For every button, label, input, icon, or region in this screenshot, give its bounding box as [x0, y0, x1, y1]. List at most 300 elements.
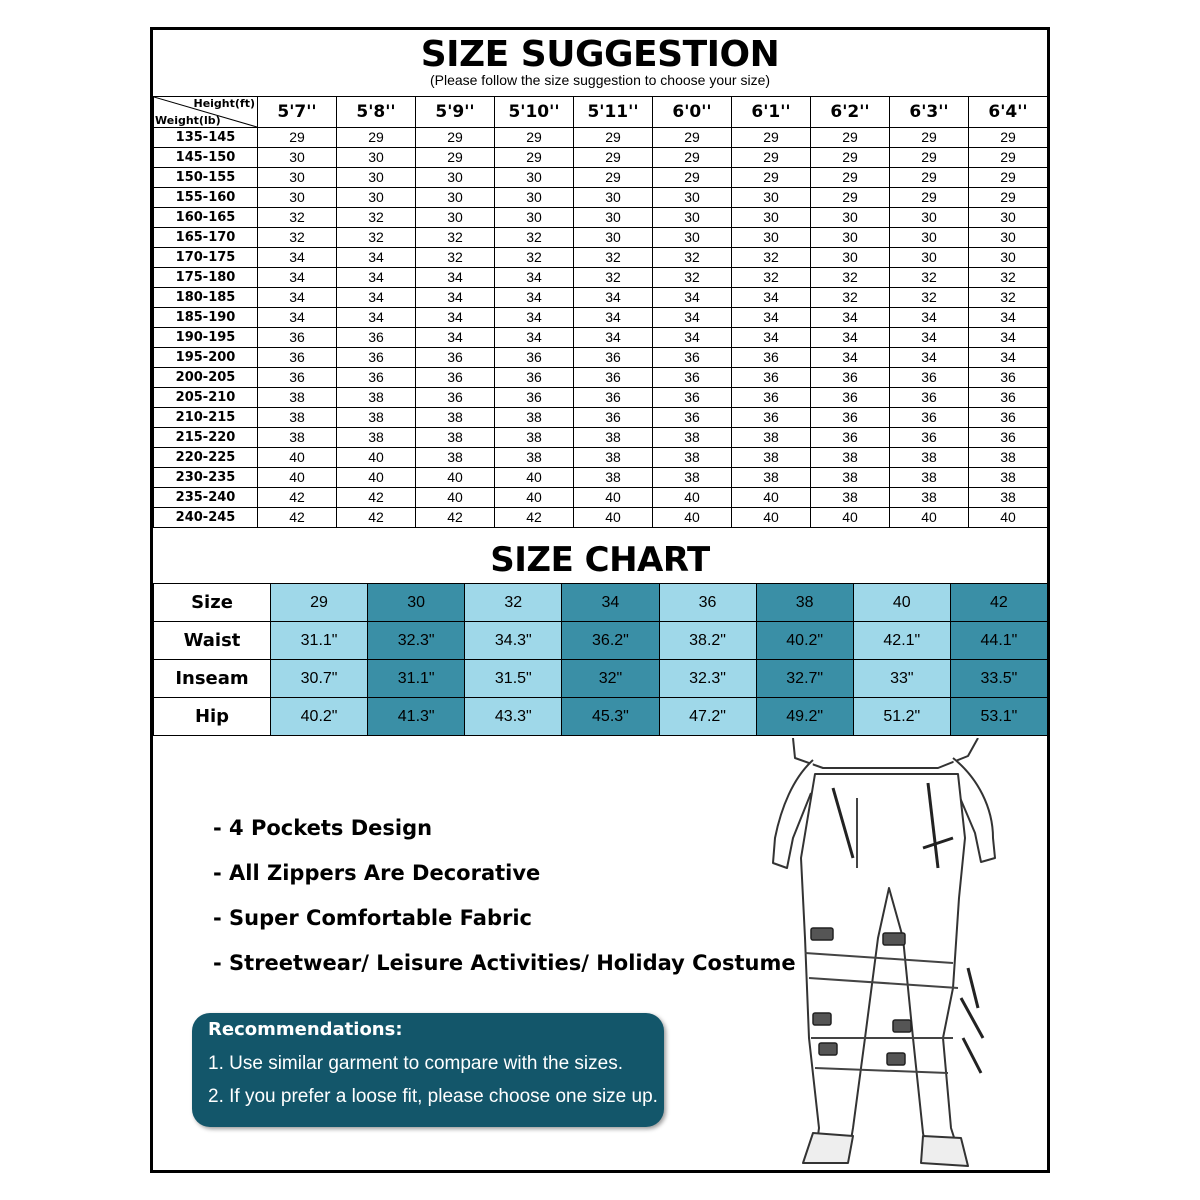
suggested-size-cell: 34 [732, 328, 811, 348]
suggested-size-cell: 36 [811, 428, 890, 448]
suggested-size-cell: 32 [416, 228, 495, 248]
suggested-size-cell: 40 [653, 508, 732, 528]
table-row [154, 428, 1048, 448]
suggested-size-cell: 36 [653, 368, 732, 388]
suggested-size-cell: 38 [732, 468, 811, 488]
chart-row-label: Size [154, 584, 271, 622]
chart-value-cell: 36 [659, 584, 756, 622]
chart-row-label: Waist [154, 622, 271, 660]
size-guide-frame [150, 27, 1050, 1173]
table-row [154, 328, 1048, 348]
suggested-size-cell: 38 [574, 448, 653, 468]
suggested-size-cell: 34 [337, 248, 416, 268]
chart-value-cell: 30 [368, 584, 465, 622]
suggested-size-cell: 30 [574, 208, 653, 228]
chart-value-cell: 33" [853, 660, 950, 698]
table-row [154, 128, 1048, 148]
chart-value-cell: 41.3" [368, 698, 465, 736]
suggested-size-cell: 34 [258, 268, 337, 288]
weight-range-cell: 230-235 [154, 468, 258, 488]
suggested-size-cell: 36 [574, 348, 653, 368]
suggested-size-cell: 42 [337, 488, 416, 508]
suggested-size-cell: 36 [258, 348, 337, 368]
chart-value-cell: 32" [562, 660, 659, 698]
suggested-size-cell: 29 [969, 168, 1048, 188]
table-row [154, 268, 1048, 288]
suggested-size-cell: 40 [258, 468, 337, 488]
table-row [154, 488, 1048, 508]
suggested-size-cell: 36 [495, 368, 574, 388]
suggested-size-cell: 34 [574, 288, 653, 308]
chart-value-cell: 38 [756, 584, 853, 622]
suggested-size-cell: 36 [811, 388, 890, 408]
weight-range-cell: 145-150 [154, 148, 258, 168]
suggested-size-cell: 29 [416, 148, 495, 168]
suggested-size-cell: 32 [337, 228, 416, 248]
weight-range-cell: 150-155 [154, 168, 258, 188]
suggested-size-cell: 34 [890, 348, 969, 368]
suggested-size-cell: 38 [416, 428, 495, 448]
chart-value-cell: 32.7" [756, 660, 853, 698]
suggested-size-cell: 34 [258, 288, 337, 308]
suggested-size-cell: 36 [416, 348, 495, 368]
suggested-size-cell: 30 [969, 248, 1048, 268]
suggested-size-cell: 34 [811, 328, 890, 348]
suggested-size-cell: 29 [890, 148, 969, 168]
chart-value-cell: 31.1" [271, 622, 368, 660]
suggested-size-cell: 36 [969, 428, 1048, 448]
chart-value-cell: 29 [271, 584, 368, 622]
table-row [154, 468, 1048, 488]
suggested-size-cell: 34 [337, 268, 416, 288]
chart-value-cell: 31.1" [368, 660, 465, 698]
feature-list [213, 818, 796, 998]
table-row [154, 188, 1048, 208]
corner-height-label: Height(ft) [193, 97, 255, 110]
suggested-size-cell: 32 [574, 248, 653, 268]
suggested-size-cell: 32 [890, 268, 969, 288]
suggested-size-cell: 34 [732, 308, 811, 328]
suggested-size-cell: 40 [811, 508, 890, 528]
size-suggestion-table [153, 96, 1048, 528]
suggested-size-cell: 38 [258, 428, 337, 448]
suggested-size-cell: 34 [258, 248, 337, 268]
suggested-size-cell: 42 [416, 508, 495, 528]
suggested-size-cell: 29 [811, 188, 890, 208]
table-row [154, 388, 1048, 408]
suggested-size-cell: 30 [416, 188, 495, 208]
chart-row-label: Inseam [154, 660, 271, 698]
suggested-size-cell: 40 [890, 508, 969, 528]
suggested-size-cell: 38 [811, 468, 890, 488]
suggested-size-cell: 34 [495, 328, 574, 348]
suggested-size-cell: 32 [969, 268, 1048, 288]
chart-value-cell: 40.2" [271, 698, 368, 736]
size-chart-table [153, 583, 1048, 736]
suggested-size-cell: 32 [258, 228, 337, 248]
suggested-size-cell: 29 [890, 188, 969, 208]
weight-range-cell: 185-190 [154, 308, 258, 328]
suggested-size-cell: 29 [811, 168, 890, 188]
suggested-size-cell: 30 [890, 208, 969, 228]
chart-value-cell: 38.2" [659, 622, 756, 660]
chart-value-cell: 40 [853, 584, 950, 622]
weight-range-cell: 210-215 [154, 408, 258, 428]
suggested-size-cell: 30 [890, 228, 969, 248]
suggested-size-cell: 29 [574, 148, 653, 168]
size-chart-title: SIZE CHART [490, 540, 710, 580]
suggested-size-cell: 34 [495, 308, 574, 328]
feature-item: - All Zippers Are Decorative [213, 861, 541, 885]
recommendations-box [192, 1013, 664, 1127]
weight-range-cell: 240-245 [154, 508, 258, 528]
height-header-cell: 6'1'' [732, 97, 811, 128]
suggested-size-cell: 38 [969, 468, 1048, 488]
suggested-size-cell: 29 [258, 128, 337, 148]
suggested-size-cell: 30 [574, 228, 653, 248]
suggested-size-cell: 30 [653, 188, 732, 208]
suggested-size-cell: 29 [495, 148, 574, 168]
suggested-size-cell: 40 [969, 508, 1048, 528]
suggested-size-cell: 34 [969, 348, 1048, 368]
suggested-size-cell: 36 [890, 368, 969, 388]
suggested-size-cell: 36 [574, 408, 653, 428]
suggested-size-cell: 30 [337, 188, 416, 208]
suggested-size-cell: 38 [890, 488, 969, 508]
height-header-cell: 5'10'' [495, 97, 574, 128]
chart-value-cell: 51.2" [853, 698, 950, 736]
suggested-size-cell: 36 [653, 388, 732, 408]
suggested-size-cell: 32 [653, 268, 732, 288]
chart-value-cell: 30.7" [271, 660, 368, 698]
suggested-size-cell: 38 [811, 448, 890, 468]
weight-range-cell: 135-145 [154, 128, 258, 148]
suggested-size-cell: 42 [495, 508, 574, 528]
suggested-size-cell: 40 [337, 468, 416, 488]
suggested-size-cell: 38 [337, 428, 416, 448]
suggested-size-cell: 29 [890, 128, 969, 148]
suggested-size-cell: 38 [416, 408, 495, 428]
suggested-size-cell: 29 [969, 188, 1048, 208]
suggested-size-cell: 30 [258, 148, 337, 168]
weight-range-cell: 205-210 [154, 388, 258, 408]
chart-value-cell: 32.3" [659, 660, 756, 698]
suggested-size-cell: 40 [337, 448, 416, 468]
suggested-size-cell: 30 [653, 208, 732, 228]
suggested-size-cell: 29 [574, 128, 653, 148]
chart-value-cell: 32.3" [368, 622, 465, 660]
table-row [154, 508, 1048, 528]
suggested-size-cell: 36 [574, 368, 653, 388]
suggested-size-cell: 32 [732, 268, 811, 288]
suggested-size-cell: 29 [653, 168, 732, 188]
suggested-size-cell: 34 [969, 308, 1048, 328]
suggested-size-cell: 34 [337, 308, 416, 328]
weight-range-cell: 195-200 [154, 348, 258, 368]
suggested-size-cell: 32 [337, 208, 416, 228]
suggested-size-cell: 36 [574, 388, 653, 408]
suggested-size-cell: 38 [495, 428, 574, 448]
suggested-size-cell: 29 [969, 128, 1048, 148]
suggested-size-cell: 29 [337, 128, 416, 148]
suggested-size-cell: 36 [811, 408, 890, 428]
feature-item: - Streetwear/ Leisure Activities/ Holiday Costume [213, 951, 796, 975]
height-header-cell: 6'4'' [969, 97, 1048, 128]
suggested-size-cell: 30 [811, 208, 890, 228]
suggested-size-cell: 29 [732, 148, 811, 168]
suggested-size-cell: 34 [416, 308, 495, 328]
weight-range-cell: 160-165 [154, 208, 258, 228]
suggested-size-cell: 34 [811, 308, 890, 328]
suggested-size-cell: 38 [337, 408, 416, 428]
suggested-size-cell: 34 [811, 348, 890, 368]
chart-value-cell: 43.3" [465, 698, 562, 736]
suggested-size-cell: 32 [416, 248, 495, 268]
suggested-size-cell: 32 [732, 248, 811, 268]
chart-value-cell: 49.2" [756, 698, 853, 736]
suggested-size-cell: 29 [890, 168, 969, 188]
suggested-size-cell: 40 [258, 448, 337, 468]
size-suggestion-subtitle: (Please follow the size suggestion to choose your size) [429, 72, 771, 88]
suggested-size-cell: 36 [890, 388, 969, 408]
suggested-size-cell: 40 [574, 508, 653, 528]
suggested-size-cell: 38 [574, 468, 653, 488]
chart-value-cell: 42.1" [853, 622, 950, 660]
suggested-size-cell: 34 [337, 288, 416, 308]
suggested-size-cell: 34 [890, 308, 969, 328]
suggested-size-cell: 30 [495, 208, 574, 228]
suggested-size-cell: 36 [811, 368, 890, 388]
recommendation-line: 2. If you prefer a loose fit, please choose one size up. [208, 1086, 658, 1107]
height-header-cell: 5'11'' [574, 97, 653, 128]
suggested-size-cell: 30 [969, 208, 1048, 228]
table-row [154, 248, 1048, 268]
feature-item: - Super Comfortable Fabric [213, 906, 532, 930]
suggested-size-cell: 32 [653, 248, 732, 268]
weight-range-cell: 165-170 [154, 228, 258, 248]
chart-row [154, 698, 1048, 736]
suggested-size-cell: 40 [495, 488, 574, 508]
chart-value-cell: 31.5" [465, 660, 562, 698]
size-suggestion-title: SIZE SUGGESTION [420, 34, 780, 75]
weight-range-cell: 215-220 [154, 428, 258, 448]
suggested-size-cell: 38 [732, 428, 811, 448]
suggested-size-cell: 36 [416, 388, 495, 408]
table-row [154, 228, 1048, 248]
height-header-cell: 5'8'' [337, 97, 416, 128]
chart-value-cell: 47.2" [659, 698, 756, 736]
suggested-size-cell: 42 [258, 488, 337, 508]
table-corner-cell [154, 97, 258, 128]
chart-value-cell: 45.3" [562, 698, 659, 736]
suggested-size-cell: 36 [337, 328, 416, 348]
chart-value-cell: 34 [562, 584, 659, 622]
suggested-size-cell: 36 [732, 348, 811, 368]
suggested-size-cell: 30 [258, 168, 337, 188]
suggested-size-cell: 36 [416, 368, 495, 388]
feature-item: - 4 Pockets Design [213, 816, 433, 840]
suggested-size-cell: 38 [574, 428, 653, 448]
suggested-size-cell: 38 [890, 468, 969, 488]
suggested-size-cell: 32 [811, 268, 890, 288]
weight-range-cell: 155-160 [154, 188, 258, 208]
recommendation-line: 1. Use similar garment to compare with the sizes. [208, 1053, 623, 1074]
suggested-size-cell: 30 [732, 208, 811, 228]
suggested-size-cell: 42 [337, 508, 416, 528]
suggested-size-cell: 36 [890, 408, 969, 428]
chart-value-cell: 32 [465, 584, 562, 622]
suggested-size-cell: 36 [732, 408, 811, 428]
height-header-cell: 6'0'' [653, 97, 732, 128]
suggested-size-cell: 38 [890, 448, 969, 468]
suggested-size-cell: 32 [574, 268, 653, 288]
height-header-cell: 5'7'' [258, 97, 337, 128]
suggested-size-cell: 34 [653, 308, 732, 328]
suggested-size-cell: 29 [416, 128, 495, 148]
chart-value-cell: 33.5" [950, 660, 1047, 698]
suggested-size-cell: 40 [732, 488, 811, 508]
suggested-size-cell: 29 [653, 148, 732, 168]
table-row [154, 288, 1048, 308]
suggested-size-cell: 29 [732, 168, 811, 188]
suggested-size-cell: 32 [811, 288, 890, 308]
height-header-cell: 6'2'' [811, 97, 890, 128]
suggested-size-cell: 29 [811, 128, 890, 148]
chart-row-label: Hip [154, 698, 271, 736]
suggested-size-cell: 36 [969, 408, 1048, 428]
table-row [154, 148, 1048, 168]
suggested-size-cell: 34 [653, 288, 732, 308]
suggested-size-cell: 30 [495, 168, 574, 188]
suggested-size-cell: 30 [416, 168, 495, 188]
suggested-size-cell: 34 [653, 328, 732, 348]
chart-value-cell: 44.1" [950, 622, 1047, 660]
suggested-size-cell: 38 [337, 388, 416, 408]
suggested-size-cell: 34 [416, 288, 495, 308]
suggested-size-cell: 32 [969, 288, 1048, 308]
suggested-size-cell: 32 [495, 228, 574, 248]
pants-model-sketch-icon [753, 738, 1063, 1170]
suggested-size-cell: 30 [890, 248, 969, 268]
chart-row [154, 584, 1048, 622]
suggested-size-cell: 40 [495, 468, 574, 488]
table-row [154, 168, 1048, 188]
suggested-size-cell: 36 [890, 428, 969, 448]
suggested-size-cell: 30 [337, 168, 416, 188]
suggested-size-cell: 34 [258, 308, 337, 328]
table-row [154, 368, 1048, 388]
suggested-size-cell: 30 [732, 228, 811, 248]
suggested-size-cell: 30 [495, 188, 574, 208]
corner-weight-label: Weight(lb) [155, 114, 221, 127]
suggested-size-cell: 38 [495, 448, 574, 468]
suggested-size-cell: 29 [732, 128, 811, 148]
chart-row [154, 660, 1048, 698]
suggested-size-cell: 36 [653, 408, 732, 428]
suggested-size-cell: 38 [653, 448, 732, 468]
suggested-size-cell: 34 [574, 328, 653, 348]
chart-value-cell: 40.2" [756, 622, 853, 660]
suggested-size-cell: 34 [969, 328, 1048, 348]
suggested-size-cell: 38 [258, 388, 337, 408]
suggested-size-cell: 36 [495, 348, 574, 368]
suggested-size-cell: 42 [258, 508, 337, 528]
suggested-size-cell: 40 [416, 488, 495, 508]
weight-range-cell: 235-240 [154, 488, 258, 508]
suggested-size-cell: 36 [653, 348, 732, 368]
suggested-size-cell: 36 [337, 368, 416, 388]
suggested-size-cell: 34 [574, 308, 653, 328]
weight-range-cell: 190-195 [154, 328, 258, 348]
suggested-size-cell: 38 [732, 448, 811, 468]
suggested-size-cell: 32 [258, 208, 337, 228]
suggested-size-cell: 38 [495, 408, 574, 428]
chart-value-cell: 42 [950, 584, 1047, 622]
weight-range-cell: 170-175 [154, 248, 258, 268]
suggested-size-cell: 38 [653, 428, 732, 448]
suggested-size-cell: 30 [337, 148, 416, 168]
recommendations-title: Recommendations: [208, 1019, 403, 1040]
chart-row [154, 622, 1048, 660]
suggested-size-cell: 40 [732, 508, 811, 528]
suggested-size-cell: 36 [258, 368, 337, 388]
table-row [154, 208, 1048, 228]
table-row [154, 308, 1048, 328]
suggested-size-cell: 34 [495, 288, 574, 308]
suggested-size-cell: 32 [495, 248, 574, 268]
weight-range-cell: 180-185 [154, 288, 258, 308]
weight-range-cell: 220-225 [154, 448, 258, 468]
suggested-size-cell: 36 [495, 388, 574, 408]
suggested-size-cell: 36 [732, 368, 811, 388]
suggested-size-cell: 29 [574, 168, 653, 188]
suggested-size-cell: 30 [811, 228, 890, 248]
height-header-cell: 5'9'' [416, 97, 495, 128]
suggested-size-cell: 30 [574, 188, 653, 208]
chart-value-cell: 36.2" [562, 622, 659, 660]
suggested-size-cell: 32 [890, 288, 969, 308]
suggested-size-cell: 34 [416, 328, 495, 348]
suggested-size-cell: 36 [969, 368, 1048, 388]
suggested-size-cell: 36 [969, 388, 1048, 408]
suggested-size-cell: 38 [653, 468, 732, 488]
suggested-size-cell: 30 [258, 188, 337, 208]
table-row [154, 408, 1048, 428]
weight-range-cell: 175-180 [154, 268, 258, 288]
height-header-cell: 6'3'' [890, 97, 969, 128]
suggested-size-cell: 40 [574, 488, 653, 508]
height-header-row [154, 97, 1048, 128]
weight-range-cell: 200-205 [154, 368, 258, 388]
suggested-size-cell: 38 [811, 488, 890, 508]
suggested-size-cell: 36 [258, 328, 337, 348]
suggested-size-cell: 38 [416, 448, 495, 468]
suggested-size-cell: 29 [495, 128, 574, 148]
chart-value-cell: 53.1" [950, 698, 1047, 736]
suggested-size-cell: 30 [969, 228, 1048, 248]
suggested-size-cell: 36 [732, 388, 811, 408]
table-row [154, 348, 1048, 368]
suggested-size-cell: 29 [969, 148, 1048, 168]
table-row [154, 448, 1048, 468]
suggested-size-cell: 29 [811, 148, 890, 168]
suggested-size-cell: 29 [653, 128, 732, 148]
chart-value-cell: 34.3" [465, 622, 562, 660]
suggested-size-cell: 30 [732, 188, 811, 208]
suggested-size-cell: 34 [495, 268, 574, 288]
suggested-size-cell: 38 [258, 408, 337, 428]
suggested-size-cell: 38 [969, 488, 1048, 508]
